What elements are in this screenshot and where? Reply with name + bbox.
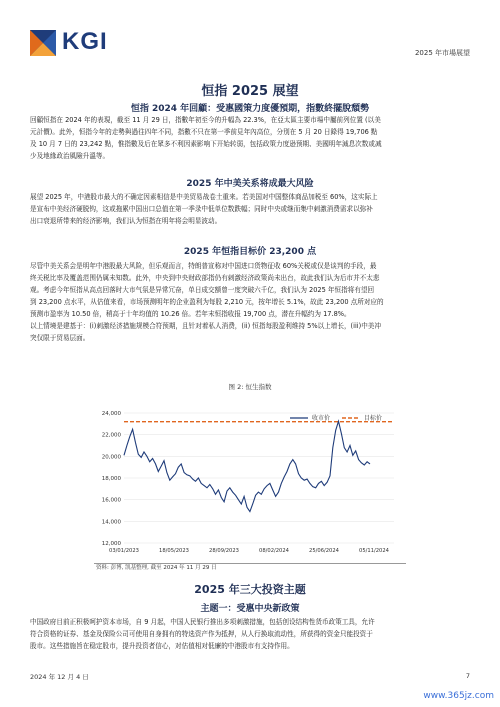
page-title: 恒指 2025 展望 (201, 84, 299, 99)
section4-body (30, 616, 470, 652)
y-tick-label: 22,000 (101, 432, 121, 439)
x-tick-label: 05/11/2024 (359, 548, 389, 554)
kgi-logo-text: KGI (62, 28, 108, 55)
section1-heading: 恒指 2024 年回顧：受惠國策力度優預期，指數終擺脫頹勢 (130, 104, 370, 114)
section3-body (30, 260, 470, 344)
section2-line: 是宣布中美经济硬脱钩，这或拖累中国出口总值在第一季录中低单位数跌幅；同时中央或继而集中刺激消费需求以弥补 (30, 205, 373, 213)
section3-line: 观。考虑今年恒指从高点回落时大市气氛是异常冗奋，单日成交额曾一度突破六千亿，我们认为 2025 年恒指将有望回 (30, 286, 375, 294)
figure-source: 资料: 彭博, 凯基整理, 截至 2024 年 11 月 29 日 (96, 565, 217, 571)
section4-line: 中国政府目前正积极呵护资本市场，自 9 月起，中国人民银行推出多项刺激措施，包括创设结构性货币政策工具，允许 (30, 618, 375, 626)
section1-body (30, 114, 470, 162)
figure-caption: 图 2: 恒生指数 (228, 383, 272, 391)
legend-close-label: 收市价 (312, 415, 331, 422)
section3-line: 以上情境是建基于：(i)刺激经济措施规模合符预期，且针对着私人消费，(ii) 恒指每股盈利维持 5%以上增长，(iii)中美冲 (30, 322, 381, 330)
section1-line: 及 10 月 7 日的 23,242 點，惟指數及后在眾多不利因素影响下开始转弱，包括政策力度逊预期、美國明年減息次数或减 (30, 140, 382, 148)
hsi-chart-svg (94, 405, 406, 563)
section1-line: 元計價)。此外，恒指今年的走勢與過往四年不同，指數不只在第一季前見年內高位，分別在 5 月 20 日錄得 19,706 點 (30, 128, 378, 136)
x-tick-label: 18/05/2023 (159, 548, 189, 554)
y-tick-label: 16,000 (101, 497, 121, 504)
x-tick-label: 03/01/2023 (109, 548, 139, 554)
section4-heading: 2025 年三大投资主题 (194, 583, 306, 596)
x-tick-label: 08/02/2024 (259, 548, 289, 554)
section3-line: 终关税比率及覆盖范围仍属未知数。此外，中央到中央财政部指仍有刺激经济政策尚未出台，故此我们认为后市并不太悲 (30, 274, 380, 282)
kgi-logo-icon (30, 30, 56, 56)
section2-heading: 2025 年中美关系将成最大风险 (186, 179, 314, 189)
section4-line: 符合资格的证券、基金及保险公司可使用自身拥有的特选资产作为抵押，从人行换取流动性，所获得的资金只能投资于 (30, 630, 373, 638)
section2-line: 展望 2025 年，中港股市最大的不确定因素相信是中美贸易战卷土重来。若美国对中国整体商品加税至 60%，这实际上 (30, 193, 378, 201)
section1-line: 少及地緣政治風險升溫等。 (30, 152, 110, 160)
section3-line: 预测市盈率为 10.50 倍，稍高于十年均值的 10.26 倍。若年末恒指收报 19,700 点，潜在升幅约为 17.8%。 (30, 310, 351, 318)
y-tick-label: 24,000 (101, 411, 121, 417)
y-tick-label: 18,000 (101, 476, 121, 482)
section3-heading: 2025 年恒指目标价 23,200 点 (183, 247, 317, 257)
footer-page-number: 7 (465, 672, 470, 680)
legend-target-label: 目标价 (364, 415, 383, 422)
section2-line: 出口衰退所带来的经济影响，我们认为恒指在明年将会明显波动。 (30, 217, 222, 225)
y-tick-label: 20,000 (101, 454, 121, 461)
section3-line: 尽管中美关系会是明年中港股最大风险，但乐观而言，特朗普宣称对中国进口货物征收 60%关税或仅是谈判的手段，最 (30, 262, 377, 270)
y-tick-label: 12,000 (101, 541, 121, 547)
section3-line: 突仅限于贸易层面。 (30, 334, 90, 342)
section4-subheading: 主题一：受惠中央新政策 (200, 604, 300, 614)
hsi-chart (94, 405, 406, 564)
y-tick-label: 14,000 (101, 519, 121, 526)
x-tick-label: 28/09/2023 (209, 548, 239, 554)
section4-line: 股市。这些措施旨在稳定股市，提升投资者信心，对估值相对低廉的中港股市有支持作用。 (30, 642, 294, 650)
watermark-url: www.365jz.com (423, 691, 494, 701)
section1-line: 回顧恒指在 2024 年的表現，截至 11 月 29 日，指數年初至今的升幅為 22.3%，在亞太區主要市場中屬前列位置 (以美 (30, 116, 381, 124)
section3-line: 到 23,200 点水平，从估值来看，市场预测明年的企业盈利为每股 2,210 元，按年增长 5.1%，故此 23,200 点所对应的 (30, 298, 384, 306)
header-report-title: 2025 年市場展望 (414, 49, 470, 57)
footer-date: 2024 年 12 月 4 日 (30, 673, 89, 681)
x-tick-label: 25/06/2024 (309, 548, 339, 554)
section2-body (30, 191, 470, 227)
